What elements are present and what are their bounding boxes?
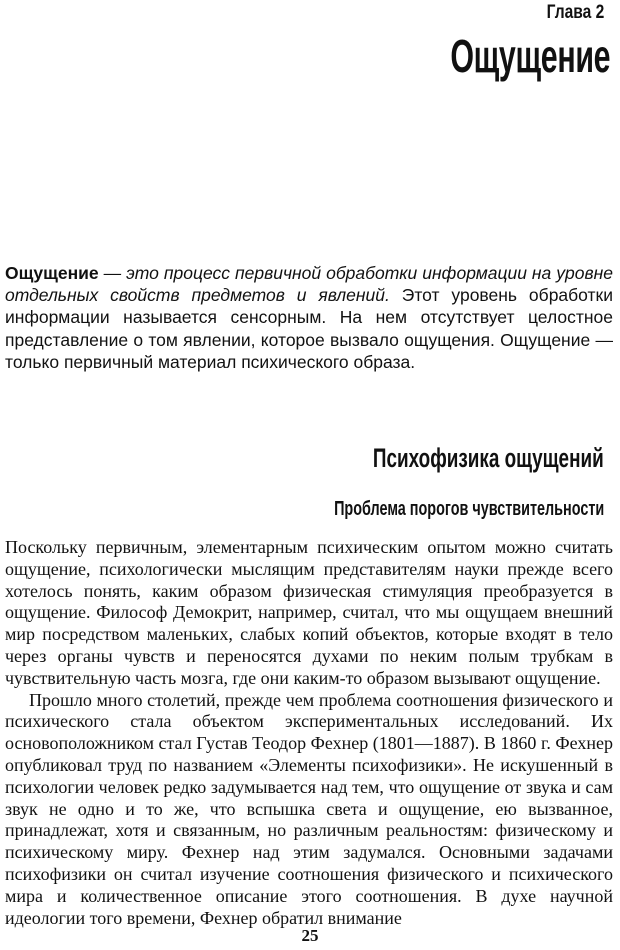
subsection-title: Проблема порогов чувствительности [333,498,604,520]
body-paragraph-1: Поскольку первичным, элементарным психическим опытом можно считать ощущение, психологически мыслящим представителям науки прежде всего хотелось понять, каким образом физическая стимуляция преобразуется в ощущение. Философ Демокрит, например, считал, что мы ощущаем внешний мир посредством маленьких, слабых копий объектов, которые входят в тело через органы чувств и переносятся духами по неким полым трубкам в чувствительную часть мозга, где они каким-то образом вызывают ощущение. [5,537,613,688]
chapter-title: Ощущение [450,30,610,82]
chapter-label: Глава 2 [546,2,604,23]
intro-rest: Этот уровень обработки информации называется сенсорным. На нем отсутствует целостное представление о том явлении, которое вызвало ощущения. Ощущение — только первичный материал психического образа. [5,285,613,372]
intro-term: Ощущение [5,263,99,283]
body-text [5,537,613,929]
intro-definition [5,262,613,373]
section-title: Психофизика ощущений [373,443,604,473]
body-paragraph-2: Прошло много столетий, прежде чем проблема соотношения физического и психического стала объектом экспериментальных исследований. Их основоположником стал Густав Теодор Фехнер (1801—1887). В 1860 г. Фехнер опубликовал труд по названием «Элементы психофизики». Не искушенный в психологии человек редко задумывается над тем, что ощущение от звука и сам звук не одно и то же, что вспышка света и ощущение, ею вызванное, принадлежат, хотя и связанным, но различным реальностям: физическому и психическому миру. Фехнер над этим задумался. Основными задачами психофизики он считал изучение соотношения физического и психического мира и количественное описание этого соотношения. В духе научной идеологии того времени, Фехнер обратил внимание [5,689,613,928]
page-number: 25 [301,926,319,945]
intro-definition-text: — это процесс первичной обработки информации на уровне отдельных свойств предметов и явлений. [5,263,613,306]
